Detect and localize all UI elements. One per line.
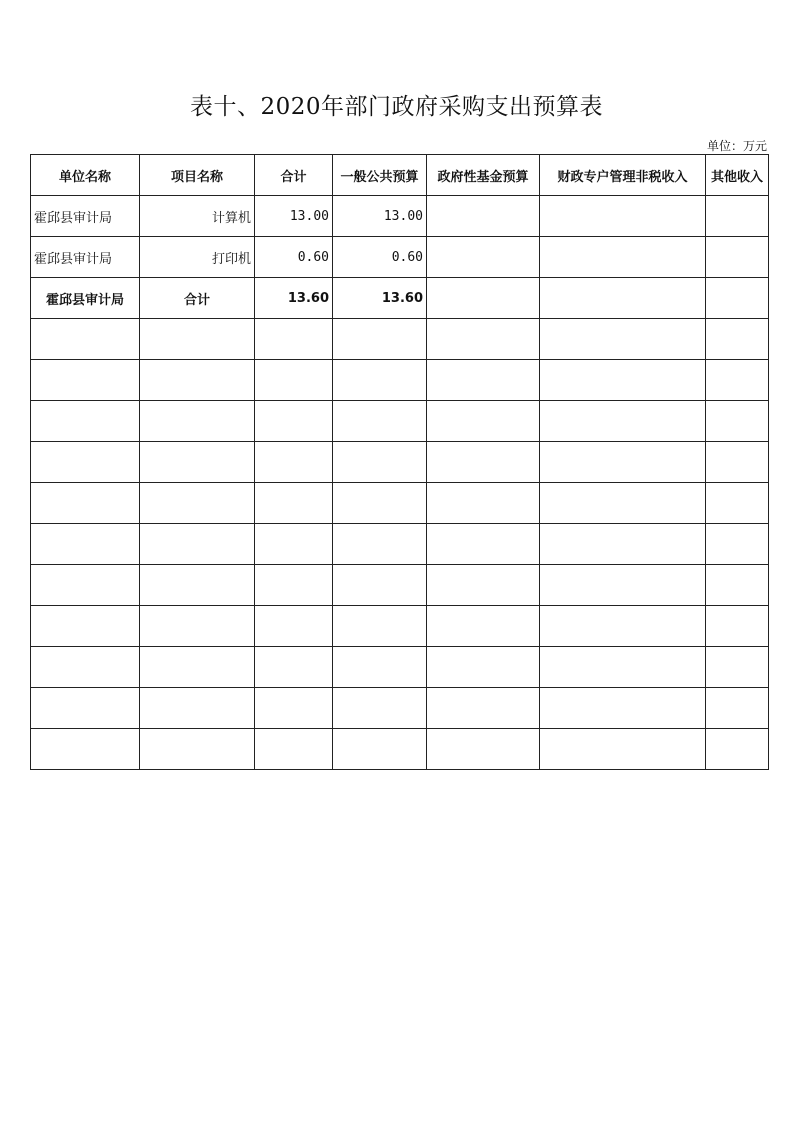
cell-project-name: 计算机	[140, 196, 255, 237]
empty-cell	[31, 647, 140, 688]
empty-cell	[31, 483, 140, 524]
cell-other-income	[706, 237, 769, 278]
procurement-budget-table	[30, 154, 769, 770]
cell-unit-name: 霍邱县审计局	[31, 196, 140, 237]
empty-cell	[427, 360, 540, 401]
empty-cell	[31, 606, 140, 647]
column-header-unit-name: 单位名称	[31, 155, 140, 196]
empty-cell	[427, 688, 540, 729]
empty-cell	[31, 360, 140, 401]
cell-total: 0.60	[255, 237, 333, 278]
empty-cell	[540, 729, 706, 770]
empty-cell	[31, 442, 140, 483]
empty-cell	[255, 360, 333, 401]
empty-row	[31, 688, 769, 729]
empty-cell	[140, 565, 255, 606]
empty-cell	[255, 647, 333, 688]
empty-cell	[333, 688, 427, 729]
empty-cell	[140, 442, 255, 483]
empty-row	[31, 442, 769, 483]
empty-cell	[706, 524, 769, 565]
cell-other-income	[706, 278, 769, 319]
empty-row	[31, 647, 769, 688]
empty-cell	[255, 442, 333, 483]
cell-special-account	[540, 278, 706, 319]
cell-other-income	[706, 196, 769, 237]
cell-total: 13.60	[255, 278, 333, 319]
empty-cell	[140, 688, 255, 729]
empty-row	[31, 524, 769, 565]
empty-cell	[333, 606, 427, 647]
empty-row	[31, 565, 769, 606]
empty-cell	[140, 319, 255, 360]
empty-cell	[706, 688, 769, 729]
empty-cell	[706, 606, 769, 647]
column-header-special-account: 财政专户管理非税收入	[540, 155, 706, 196]
empty-cell	[140, 401, 255, 442]
empty-cell	[31, 319, 140, 360]
empty-cell	[540, 319, 706, 360]
empty-cell	[140, 360, 255, 401]
cell-general-budget: 0.60	[333, 237, 427, 278]
empty-cell	[706, 319, 769, 360]
empty-cell	[333, 360, 427, 401]
empty-cell	[706, 565, 769, 606]
empty-cell	[706, 729, 769, 770]
empty-cell	[31, 688, 140, 729]
empty-cell	[540, 360, 706, 401]
empty-cell	[333, 319, 427, 360]
empty-cell	[140, 729, 255, 770]
empty-cell	[427, 647, 540, 688]
empty-cell	[31, 729, 140, 770]
column-header-general-budget: 一般公共预算	[333, 155, 427, 196]
empty-cell	[706, 442, 769, 483]
empty-cell	[333, 483, 427, 524]
column-header-total: 合计	[255, 155, 333, 196]
empty-cell	[427, 524, 540, 565]
table-row	[31, 237, 769, 278]
empty-cell	[255, 565, 333, 606]
cell-total: 13.00	[255, 196, 333, 237]
empty-cell	[540, 565, 706, 606]
empty-cell	[540, 483, 706, 524]
empty-cell	[333, 524, 427, 565]
empty-cell	[706, 647, 769, 688]
cell-general-budget: 13.60	[333, 278, 427, 319]
empty-cell	[140, 483, 255, 524]
empty-cell	[427, 401, 540, 442]
empty-cell	[333, 565, 427, 606]
empty-row	[31, 606, 769, 647]
empty-cell	[31, 401, 140, 442]
empty-cell	[140, 524, 255, 565]
cell-unit-name: 霍邱县审计局	[31, 237, 140, 278]
empty-row	[31, 360, 769, 401]
empty-cell	[427, 483, 540, 524]
empty-cell	[333, 401, 427, 442]
empty-cell	[333, 729, 427, 770]
empty-cell	[706, 483, 769, 524]
empty-row	[31, 401, 769, 442]
cell-fund-budget	[427, 196, 540, 237]
cell-project-name: 打印机	[140, 237, 255, 278]
empty-cell	[255, 606, 333, 647]
empty-cell	[333, 647, 427, 688]
empty-row	[31, 729, 769, 770]
empty-cell	[255, 524, 333, 565]
page-title: 表十、2020年部门政府采购支出预算表	[189, 94, 604, 120]
empty-cell	[255, 688, 333, 729]
empty-cell	[706, 360, 769, 401]
cell-unit-name: 霍邱县审计局	[31, 278, 140, 319]
empty-cell	[140, 606, 255, 647]
empty-cell	[540, 688, 706, 729]
empty-cell	[255, 729, 333, 770]
column-header-fund-budget: 政府性基金预算	[427, 155, 540, 196]
empty-row	[31, 483, 769, 524]
empty-cell	[540, 401, 706, 442]
empty-cell	[427, 565, 540, 606]
empty-cell	[140, 647, 255, 688]
empty-cell	[255, 401, 333, 442]
empty-cell	[540, 442, 706, 483]
empty-cell	[31, 524, 140, 565]
empty-row	[31, 319, 769, 360]
cell-general-budget: 13.00	[333, 196, 427, 237]
total-row	[31, 278, 769, 319]
empty-cell	[540, 524, 706, 565]
cell-special-account	[540, 237, 706, 278]
unit-label: 单位：万元	[706, 139, 767, 153]
empty-cell	[706, 401, 769, 442]
cell-project-name: 合计	[140, 278, 255, 319]
empty-cell	[255, 483, 333, 524]
empty-cell	[31, 565, 140, 606]
column-header-project-name: 项目名称	[140, 155, 255, 196]
header-row	[31, 155, 769, 196]
column-header-other-income: 其他收入	[706, 155, 769, 196]
empty-cell	[427, 606, 540, 647]
empty-cell	[540, 606, 706, 647]
cell-special-account	[540, 196, 706, 237]
empty-cell	[540, 647, 706, 688]
empty-cell	[427, 442, 540, 483]
empty-cell	[427, 729, 540, 770]
empty-cell	[255, 319, 333, 360]
cell-fund-budget	[427, 278, 540, 319]
table-row	[31, 196, 769, 237]
empty-cell	[427, 319, 540, 360]
cell-fund-budget	[427, 237, 540, 278]
empty-cell	[333, 442, 427, 483]
